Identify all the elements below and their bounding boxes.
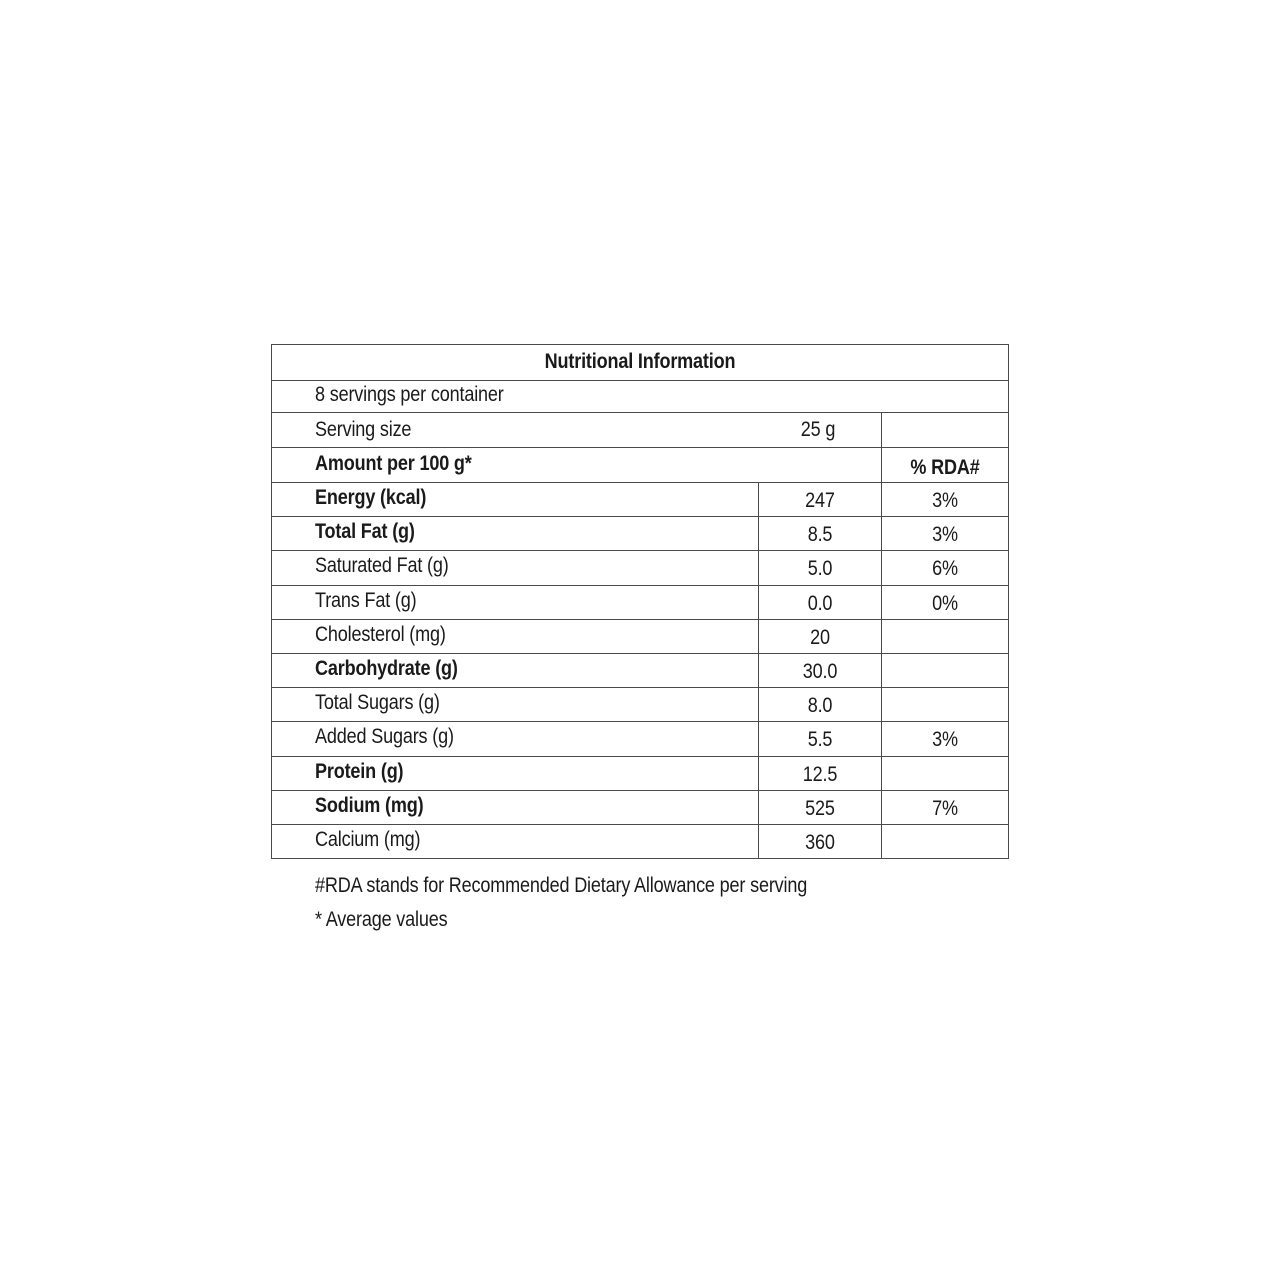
row-divider [272, 653, 1008, 654]
rda-header: % RDA# [910, 456, 980, 479]
nutrient-name: Total Sugars (g) [315, 691, 440, 715]
row-divider [272, 687, 1008, 688]
rda-footnote: #RDA stands for Recommended Dietary Allowance per serving [315, 874, 808, 897]
row-divider [272, 412, 1008, 413]
nutrient-name: Trans Fat (g) [315, 588, 417, 612]
nutrient-rda: 3% [932, 489, 958, 512]
serving-size-label: Serving size [315, 418, 412, 441]
row-divider [272, 447, 1008, 448]
nutrient-rda: 6% [932, 557, 958, 581]
nutrient-value: 5.0 [807, 557, 833, 581]
column-divider [758, 482, 759, 858]
nutrient-value: 525 [805, 796, 835, 820]
nutrient-name: Carbohydrate (g) [315, 657, 458, 680]
nutrient-value: 8.0 [807, 694, 833, 718]
nutrient-value: 30.0 [802, 660, 838, 683]
nutrient-name: Saturated Fat (g) [315, 554, 449, 578]
nutrient-name: Calcium (mg) [315, 828, 421, 851]
row-divider [272, 516, 1008, 517]
row-divider [272, 619, 1008, 620]
column-divider [881, 412, 882, 858]
serving-size-value: 25 g [800, 418, 836, 441]
row-divider [272, 585, 1008, 586]
nutrient-rda: 0% [932, 591, 958, 615]
nutrient-rda: 7% [932, 796, 958, 820]
nutrient-name: Cholesterol (mg) [315, 622, 446, 646]
row-divider [272, 790, 1008, 791]
nutrient-rda: 3% [932, 523, 958, 547]
row-divider [272, 756, 1008, 757]
nutrient-value: 12.5 [802, 762, 838, 786]
servings-per-container: 8 servings per container [315, 383, 504, 406]
row-divider [272, 721, 1008, 722]
row-divider [272, 550, 1008, 551]
nutrient-name: Total Fat (g) [315, 520, 415, 544]
nutrition-facts-table [271, 344, 1009, 859]
nutrient-name: Protein (g) [315, 759, 404, 783]
row-divider [272, 380, 1008, 381]
nutrient-value: 20 [810, 625, 830, 649]
nutrient-name: Energy (kcal) [315, 486, 427, 509]
nutrient-name: Sodium (mg) [315, 793, 424, 817]
row-divider [272, 824, 1008, 825]
nutrient-value: 8.5 [807, 523, 833, 547]
row-divider [272, 482, 1008, 483]
nutrient-value: 5.5 [807, 728, 833, 752]
label-title: Nutritional Information [544, 350, 736, 373]
nutrient-rda: 3% [932, 728, 958, 752]
nutrient-name: Added Sugars (g) [315, 725, 454, 749]
nutrient-value: 0.0 [807, 591, 833, 615]
average-values-footnote: * Average values [315, 908, 448, 931]
nutrient-value: 247 [805, 489, 835, 512]
nutrient-value: 360 [805, 831, 835, 854]
amount-header: Amount per 100 g* [315, 452, 472, 475]
